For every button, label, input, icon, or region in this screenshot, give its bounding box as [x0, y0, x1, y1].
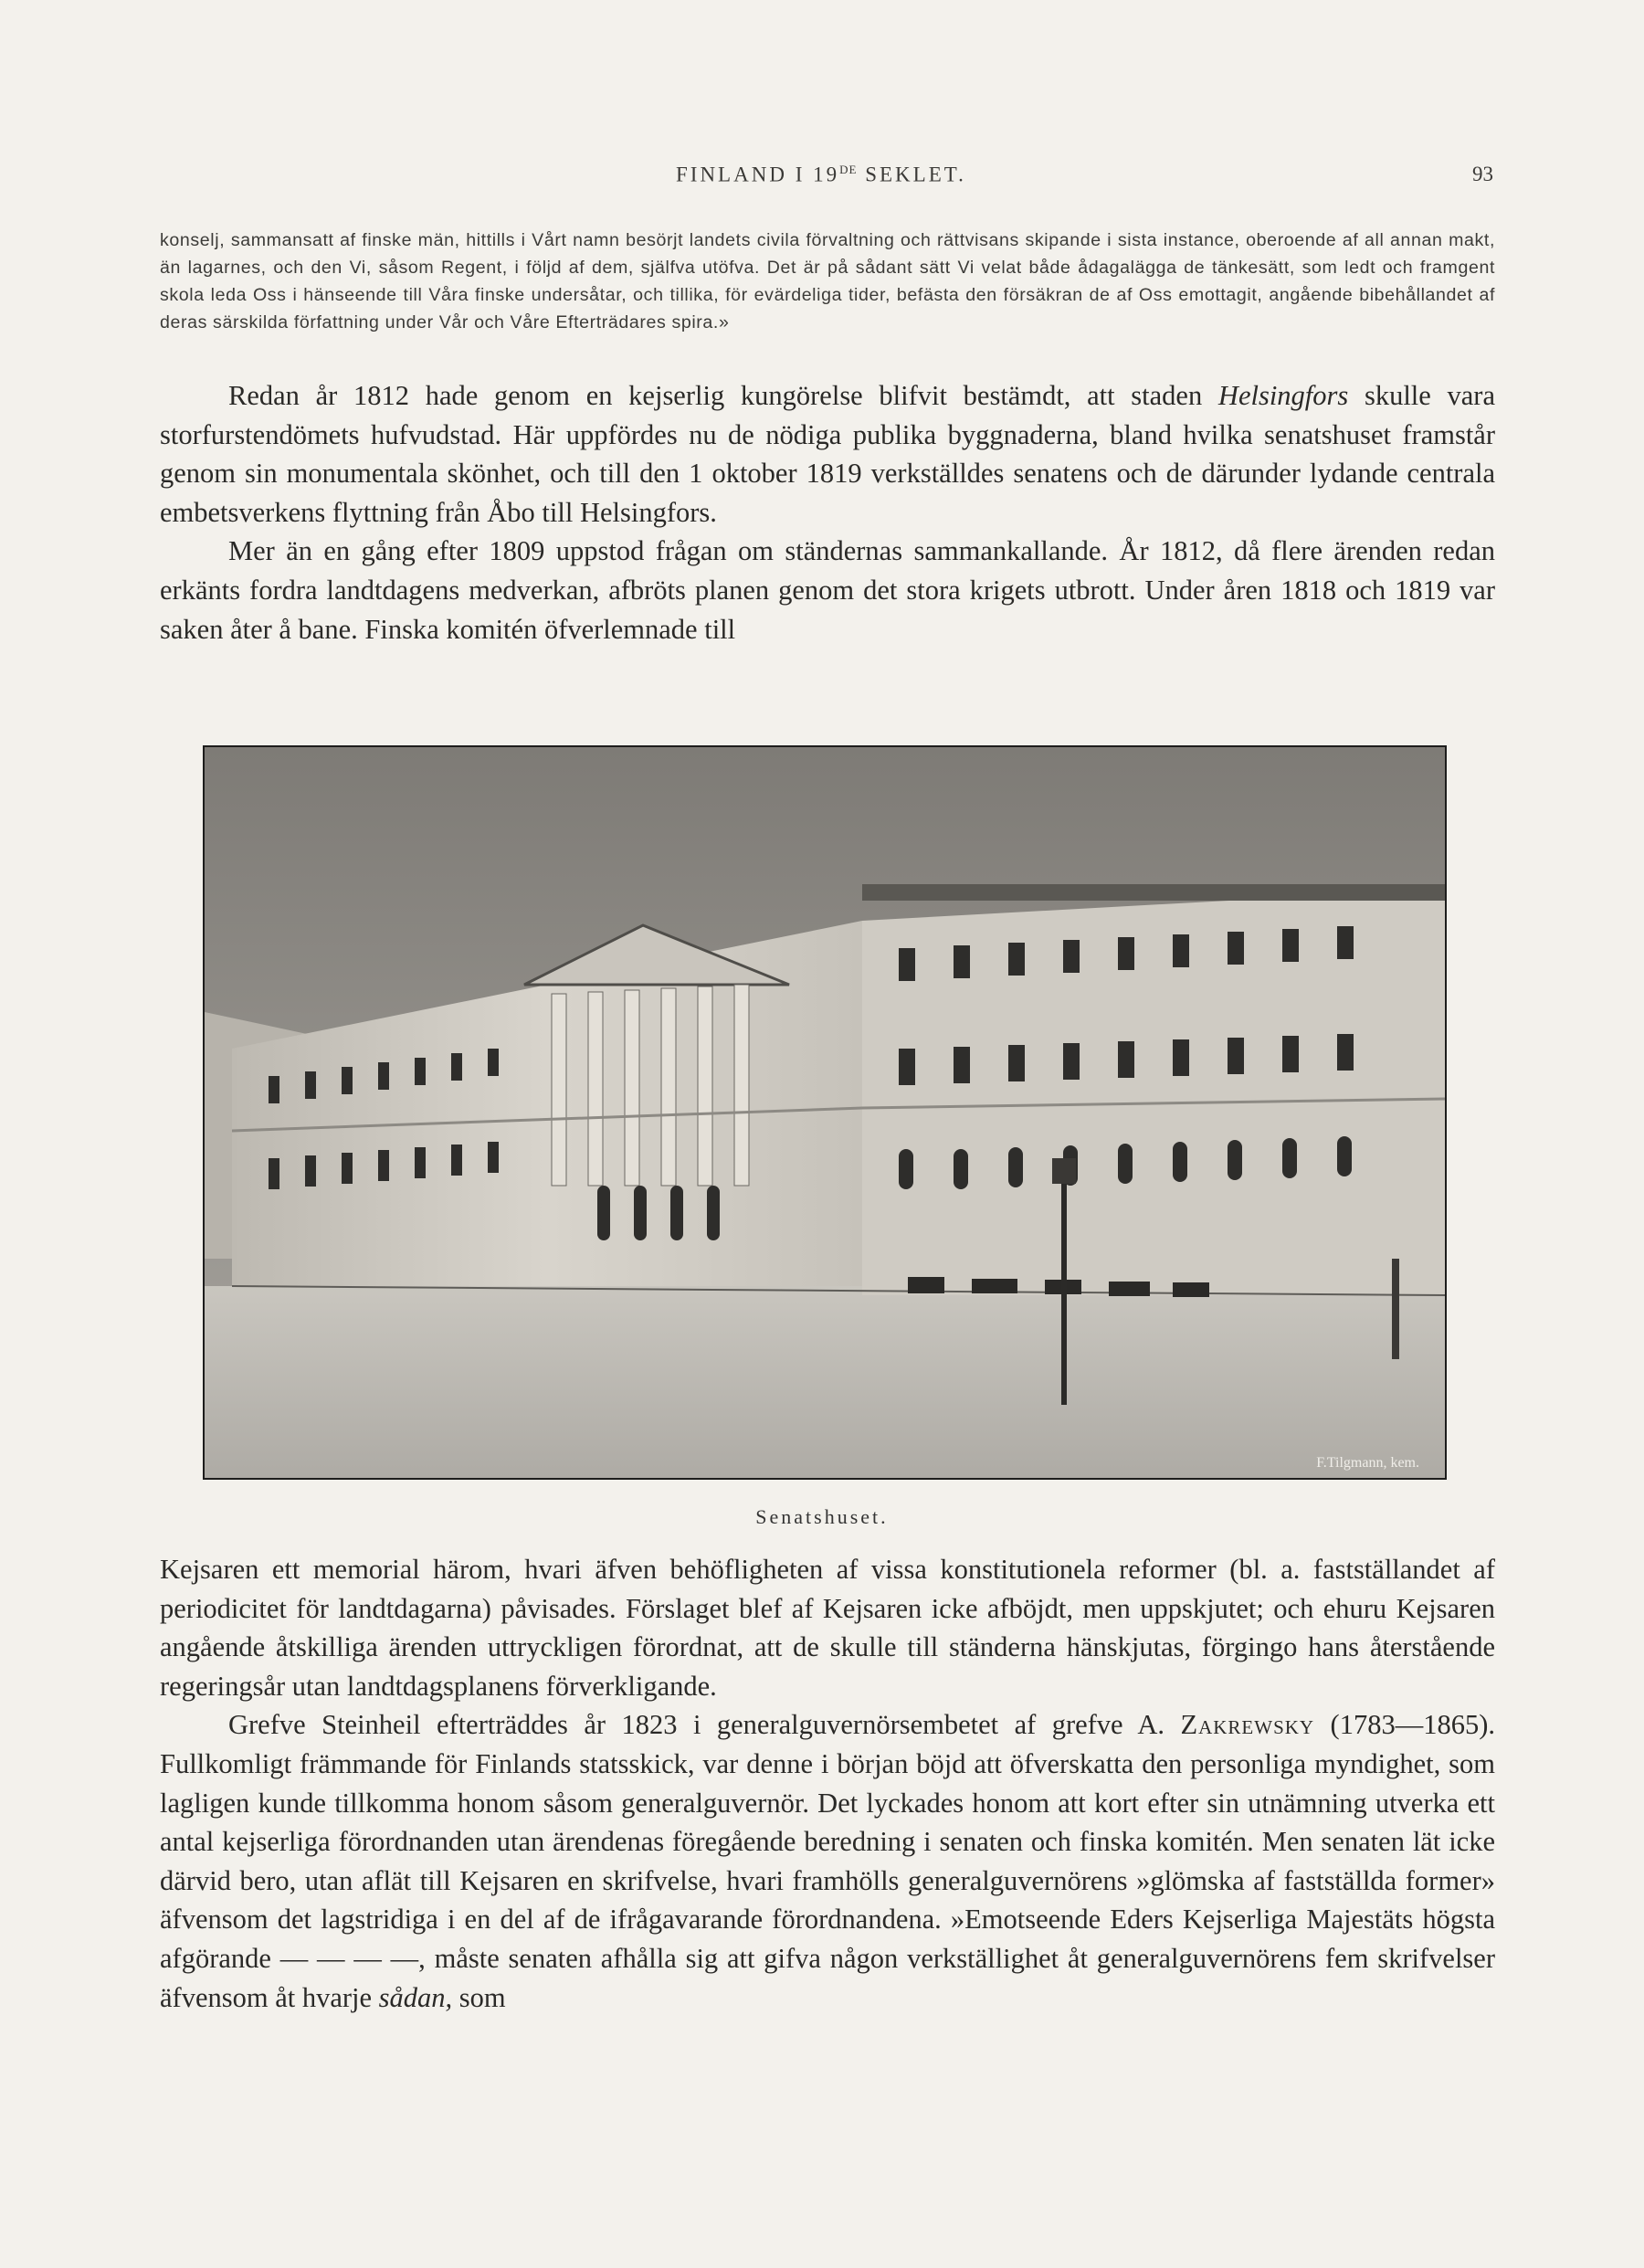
smallcaps-name: Zakrewsky: [1180, 1709, 1315, 1741]
senate-house-photograph: [203, 745, 1447, 1480]
engraver-signature: F.Tilgmann, kem.: [1316, 1455, 1419, 1471]
italic-word: sådan,: [378, 1981, 453, 2013]
page-number: 93: [1472, 163, 1493, 185]
text-block-top: [160, 376, 1495, 649]
paragraph-standerna: Mer än en gång efter 1809 uppstod frågan om ständernas sammankallande. År 1812, då flere ärenden redan erkänts fordra landtdagens medverkan, afbröts planen genom det stora krigets utbrott. Under åren 1818 och 1819 var saken åter å bane. Finska komitén öfverlemnade till: [160, 535, 1495, 645]
paragraph-memorial: Kejsaren ett memorial härom, hvari äfven behöfligheten af vissa konstitutionela reformer (bl. a. fastställandet af periodicitet för landtdagarna) påvisades. Förslaget blef af Kejsaren icke afböjdt, men uppskjutet; och ehuru Kejsaren angående åtskilliga ärenden uttryckligen förordnat, att de skulle till ständerna hänskjutas, förgingo hans återstående regeringsår utan landtdagsplanens förverkligande.: [160, 1554, 1495, 1702]
figure-caption: Senatshuset.: [755, 1505, 889, 1528]
quoted-proclamation: konselj, sammansatt af finske män, hittills i Vårt namn besörjt landets civila förvaltning och rättvisans skipande i sista instance, oberoende af all annan makt, än lagarnes, och den Vi, såsom Regent, i följd af dem, själfva utöfva. Det är på sådant sätt Vi velat både ådagalägga de tänkesätt, som ledt och framgent skola leda Oss i hänseende till Våra finske undersåtar, och tillika, för evärdeliga tider, befästa den försäkran de af Oss emottagit, angående bibehållandet af deras särskilda författning under Vår och Våre Efterträdares spira.»: [160, 230, 1495, 332]
running-title: FINLAND I 19DE SEKLET.: [676, 163, 966, 186]
italic-place-name: Helsingfors: [1217, 380, 1349, 411]
paragraph-zakrewsky: Grefve Steinheil efterträddes år 1823 i generalguvernörsembetet af grefve A. Zakrewsky (1783—1865). Fullkomligt främmande för Finlands statsskick, var denne i början böjd att öfverskatta den personliga myndighet, som lagligen kunde tillkomma honom såsom generalguvernör. Det lyckades honom att kort efter sin utnämning utverka ett antal kejserliga förordnanden utan ärendenas föregående beredning i senaten och finska komitén. Men senaten lät icke därvid bero, utan aflät till Kejsaren en skrifvelse, hvari framhölls generalguvernörens »glömska af fastställda former» äfvensom det lagstridiga i en del af de ifrågavarande förordnandena. »Emotseende Eders Kejserliga Majestäts högsta afgörande — — — —, måste senaten afhålla sig att gifva någon verkställighet åt generalguvernörens fem skrifvelser äfvensom åt hvarje sådan, som: [160, 1709, 1495, 2013]
text-block-bottom: [160, 1550, 1495, 2017]
senate-house-illustration: [205, 747, 1445, 1478]
running-head: [0, 163, 1644, 190]
paragraph-helsingfors: Redan år 1812 hade genom en kejserlig kungörelse blifvit bestämdt, att staden Helsingfors skulle vara storfurstendömets hufvudstad. Här uppfördes nu de nödiga publika byggnaderna, bland hvilka senatshuset framstår genom sin monumentala skönhet, och till den 1 oktober 1819 verkställdes senatens och de därunder lydande centrala embetsverkens flyttning från Åbo till Helsingfors.: [160, 380, 1495, 528]
